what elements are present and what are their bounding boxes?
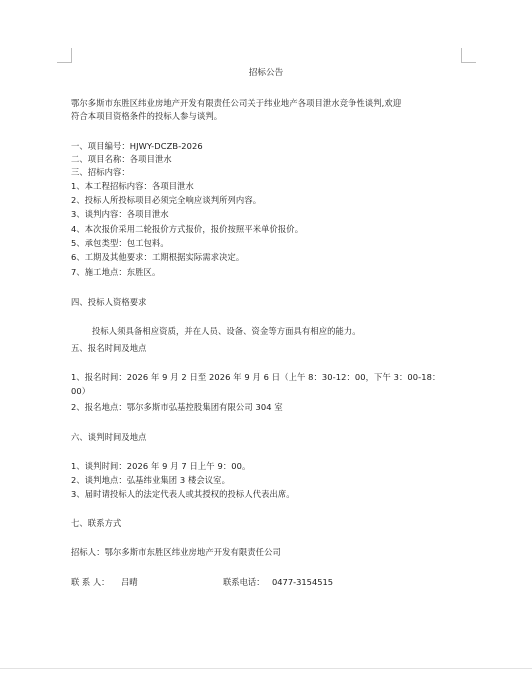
qualification-body: 投标人须具备相应资质，并在人员、设备、资金等方面具有相应的能力。 [92, 326, 361, 336]
tender-item: 3、谈判内容：各项目泄水 [71, 209, 169, 219]
intro-line-2: 符合本项目资格条件的投标人参与谈判。 [71, 111, 223, 121]
tender-item: 5、承包类型：包工包料。 [71, 238, 169, 248]
contact-person-name: 吕晴 [121, 577, 138, 587]
negotiation-item: 3、届时请投标人的法定代表人或其授权的投标人代表出席。 [71, 489, 295, 499]
document-title: 招标公告 [248, 68, 284, 78]
registration-time-continued: 00） [71, 386, 91, 396]
registration-time: 1、报名时间：2026 年 9 月 2 日至 2026 年 9 月 6 日（上午 8：30-12：00，下午 3：00-18： [71, 372, 441, 382]
contact-phone-number: 0477-3154515 [272, 577, 334, 587]
negotiation-heading: 六、谈判时间及地点 [71, 432, 147, 442]
registration-heading: 五、报名时间及地点 [71, 343, 147, 353]
tender-item: 6、工期及其他要求：工期根据实际需求决定。 [71, 252, 245, 262]
contact-heading: 七、联系方式 [71, 518, 122, 528]
intro-line-1: 鄂尔多斯市东胜区纬业房地产开发有限责任公司关于纬业地产各项目泄水竞争性谈判,欢迎 [71, 98, 402, 108]
tender-item: 2、投标人所投标项目必须完全响应谈判所列内容。 [71, 195, 262, 205]
page-corner-mark-top-right [461, 48, 476, 63]
negotiation-item: 2、谈判地点：弘基纬业集团 3 楼会议室。 [71, 475, 230, 485]
page-corner-mark-top-left [57, 48, 72, 63]
project-name: 二、项目名称：各项目泄水 [71, 154, 172, 164]
qualification-heading: 四、投标人资格要求 [71, 297, 147, 307]
tenderer-line: 招标人：鄂尔多斯市东胜区纬业房地产开发有限责任公司 [71, 547, 281, 557]
page-bottom-edge [0, 668, 532, 669]
tender-content-heading: 三、招标内容： [71, 167, 130, 177]
negotiation-item: 1、谈判时间：2026 年 9 月 7 日上午 9：00。 [71, 461, 251, 471]
tender-item: 7、施工地点：东胜区。 [71, 267, 161, 277]
tender-item: 1、本工程招标内容：各项目泄水 [71, 181, 194, 191]
contact-person-label: 联 系 人： [71, 577, 110, 587]
registration-place: 2、报名地点：鄂尔多斯市弘基控股集团有限公司 304 室 [71, 402, 283, 412]
tender-item: 4、本次报价采用二轮报价方式报价，报价按照平米单价报价。 [71, 224, 304, 234]
project-number: 一、项目编号：HJWY-DCZB-2026 [71, 141, 203, 151]
contact-phone-label: 联系电话： [223, 577, 265, 587]
